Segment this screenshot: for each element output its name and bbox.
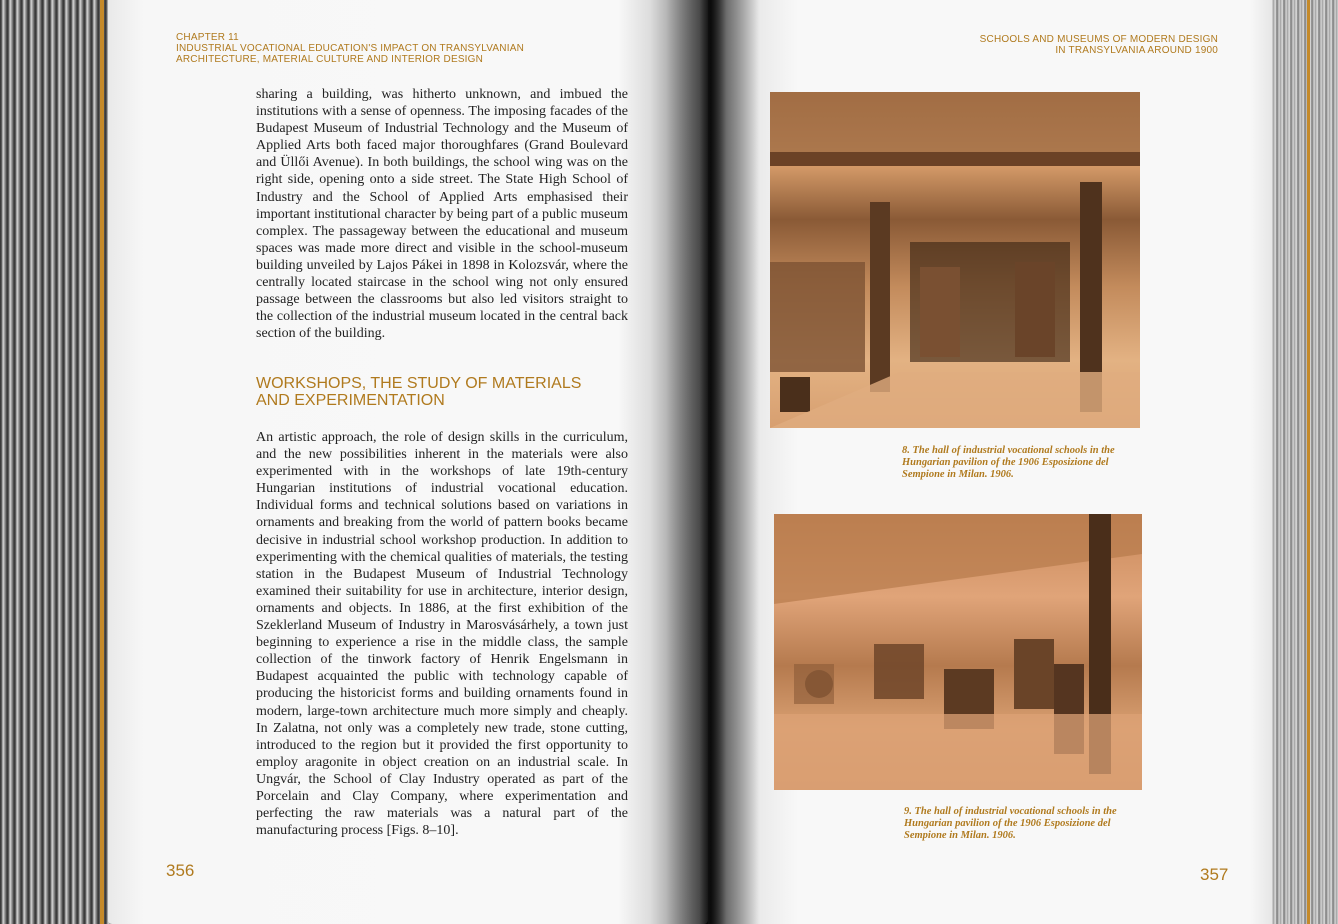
figure-8-caption-line-2: Hungarian pavilion of the 1906 Esposizione del: [902, 457, 1109, 468]
page-number-left: 356: [166, 861, 195, 880]
figure-9-caption-line-1: 9. The hall of industrial vocational schools in the: [904, 806, 1117, 817]
right-running-head: [900, 34, 1218, 56]
section-heading-line-2: AND EXPERIMENTATION: [256, 392, 445, 409]
body-paragraph-1: sharing a building, was hitherto unknown, and imbued the institutions with a sense of openness. The imposing facades of the Budapest Museum of Industrial Technology and the Museum of Applied Arts both faced major thoroughfares (Grand Boulevard and Üllői Avenue). In both buildings, the school wing was on the right side, opening onto a side street. The State High School of Industry and the School of Applied Arts emphasised their important institutional character by being part of a public museum complex. The passageway between the educational and museum spaces was made more direct and visible in the school-museum building unveiled by Lajos Pákei in 1898 in Kolozsvár, where the centrally located staircase in the school wing not only ensured passage between the classrooms but also led visitors straight to the collection of the industrial museum located in the central back section of the building.: [256, 87, 628, 342]
chapter-label: CHAPTER 11: [176, 32, 239, 43]
figure-9-caption-line-3: Sempione in Milan. 1906.: [904, 830, 1016, 841]
figure-8-caption-line-1: 8. The hall of industrial vocational schools in the: [902, 445, 1115, 456]
chapter-title-line-1: INDUSTRIAL VOCATIONAL EDUCATION'S IMPACT ON TRANSYLVANIAN: [176, 43, 524, 54]
right-running-head-line-1: SCHOOLS AND MUSEUMS OF MODERN DESIGN: [979, 34, 1218, 45]
figure-9-illustration: [774, 514, 1142, 790]
figure-9-caption: [904, 806, 1144, 842]
section-heading-line-1: WORKSHOPS, THE STUDY OF MATERIALS: [256, 375, 582, 392]
figure-9-photo: [774, 514, 1142, 790]
section-heading: [256, 375, 636, 409]
figure-8-caption-line-3: Sempione in Milan. 1906.: [902, 469, 1014, 480]
body-paragraph-2: An artistic approach, the role of design skills in the curriculum, and the new possibilities inherent in the materials were also experimented with in the workshops of late 19th-century Hungarian institutions of industrial vocational education. Individual forms and technical solutions based on variations in ornaments and breaking from the world of pattern books became decisive in industrial school workshop production. In addition to experimenting with the chemical qualities of materials, the testing station in the Budapest Museum of Industrial Technology examined their suitability for use in architecture, interior design, ornaments and objects. In 1886, at the first exhibition of the Szeklerland Museum of Industry in Marosvásárhely, a town just beginning to experience a rise in the middle class, the sample collection of the tinwork factory of Henrik Engelsmann in Budapest acquainted the public with technology capable of producing the historicist forms and building ornaments found in modern, large-town architecture much more simply and cheaply. In Zalatna, not only was a completely new trade, stone cutting, introduced to the region but it provided the first opportunity to employ aragonite in object creation on an industrial scale. In Ungvár, the School of Clay Industry operated as part of the Porcelain and Clay Company, where experimentation and perfecting the raw materials was a natural part of the manufacturing process [Figs. 8–10].: [256, 430, 628, 839]
figure-8-illustration: [770, 92, 1140, 428]
right-running-head-line-2: IN TRANSYLVANIA AROUND 1900: [1055, 45, 1218, 56]
figure-9-caption-line-2: Hungarian pavilion of the 1906 Esposizione del: [904, 818, 1111, 829]
figure-8-photo: [770, 92, 1140, 428]
right-page-stack-stripe: [1307, 0, 1310, 924]
chapter-title-line-2: ARCHITECTURE, MATERIAL CULTURE AND INTERIOR DESIGN: [176, 54, 484, 65]
page-number-right: 357: [1200, 865, 1229, 884]
figure-8-caption: [902, 445, 1142, 481]
left-running-head: [176, 32, 576, 65]
left-page-stack-stripe: [100, 0, 104, 924]
